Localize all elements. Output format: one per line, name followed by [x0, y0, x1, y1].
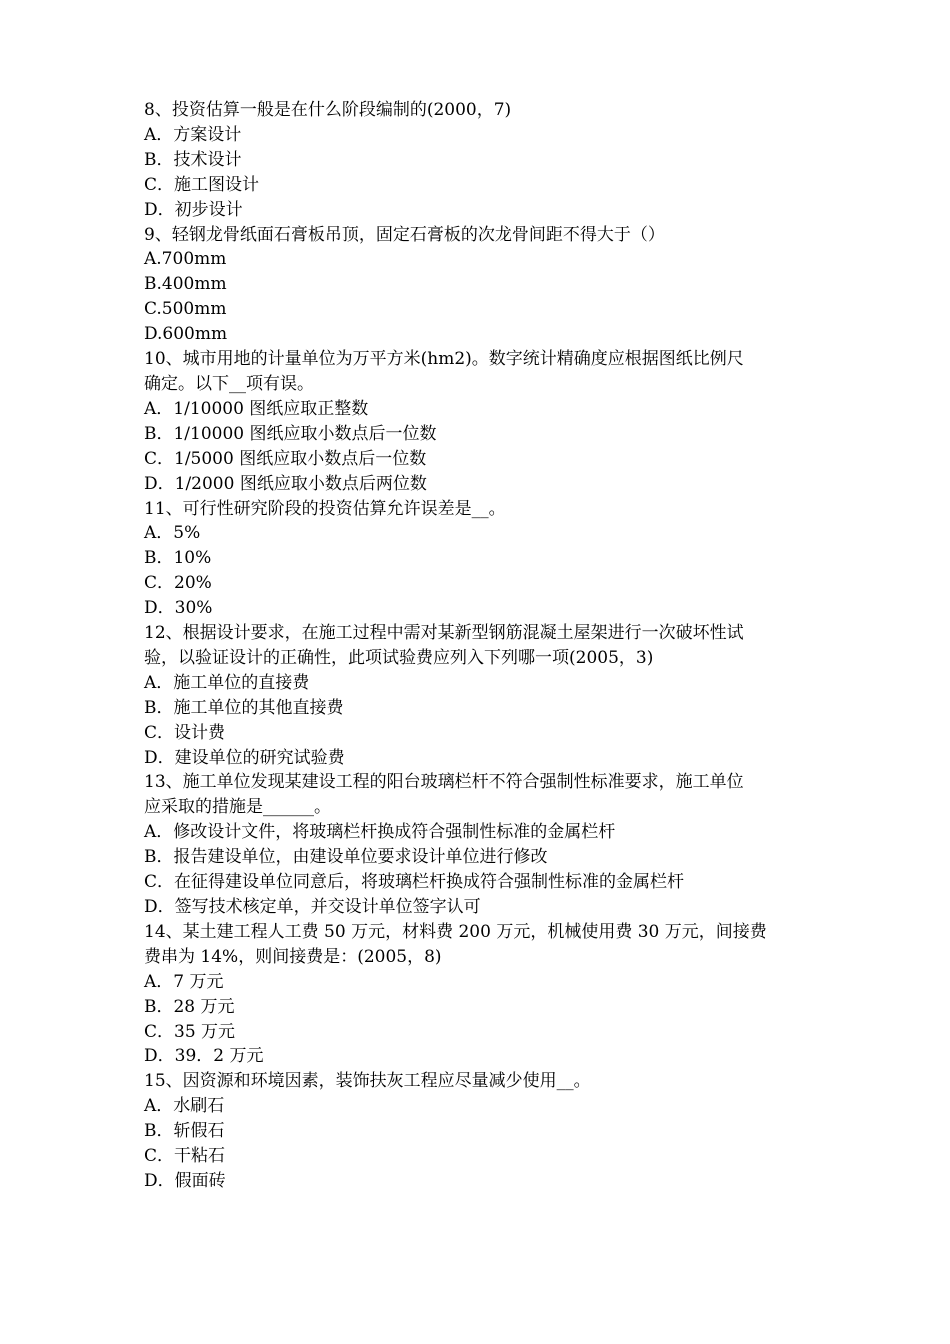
option-d: D．1/2000 图纸应取小数点后两位数 — [144, 473, 427, 494]
option-c: C．1/5000 图纸应取小数点后一位数 — [144, 448, 427, 469]
question-text: 14、某土建工程人工费 50 万元，材料费 200 万元，机械使用费 30 万元，间接费 — [144, 921, 767, 942]
option-d: D．建设单位的研究试验费 — [144, 747, 345, 768]
question-text-continued: 验，以验证设计的正确性，此项试验费应列入下列哪一项(2005，3) — [144, 647, 654, 668]
option-b: B．10% — [144, 548, 212, 569]
question-text: 11、可行性研究阶段的投资估算允许误差是__。 — [144, 498, 506, 519]
question-10 — [144, 347, 816, 496]
question-text-continued: 确定。以下__项有误。 — [144, 373, 314, 394]
question-text: 10、城市用地的计量单位为万平方米(hm2)。数字统计精确度应根据图纸比例尺 — [144, 349, 744, 370]
question-11 — [144, 497, 816, 622]
option-c: C．35 万元 — [144, 1021, 236, 1042]
option-c: C．设计费 — [144, 722, 226, 743]
option-a: A．施工单位的直接费 — [144, 672, 310, 693]
option-a: A.700mm — [144, 249, 227, 270]
question-text: 9、轻钢龙骨纸面石膏板吊顶，固定石膏板的次龙骨间距不得大于（） — [144, 224, 665, 245]
option-c: C．在征得建设单位同意后，将玻璃栏杆换成符合强制性标准的金属栏杆 — [144, 872, 685, 893]
question-15 — [144, 1069, 816, 1194]
option-a: A．1/10000 图纸应取正整数 — [144, 398, 369, 419]
option-b: B．1/10000 图纸应取小数点后一位数 — [144, 423, 437, 444]
option-c: C．施工图设计 — [144, 174, 260, 195]
option-b: B．斩假石 — [144, 1121, 225, 1142]
question-text-continued: 应采取的措施是______。 — [144, 797, 331, 818]
option-c: C.500mm — [144, 299, 227, 320]
document-page — [144, 98, 816, 1194]
option-b: B.400mm — [144, 274, 227, 295]
question-14 — [144, 920, 816, 1069]
option-b: B．施工单位的其他直接费 — [144, 697, 344, 718]
option-b: B．技术设计 — [144, 149, 242, 170]
question-8 — [144, 98, 816, 223]
option-a: A．7 万元 — [144, 971, 224, 992]
option-d: D．初步设计 — [144, 199, 243, 220]
question-text: 15、因资源和环境因素，装饰扶灰工程应尽量减少使用__。 — [144, 1071, 591, 1092]
option-a: A．5% — [144, 523, 201, 544]
question-13 — [144, 770, 816, 919]
question-text: 13、施工单位发现某建设工程的阳台玻璃栏杆不符合强制性标准要求，施工单位 — [144, 772, 744, 793]
option-c: C．干粘石 — [144, 1146, 226, 1167]
option-d: D．39．2 万元 — [144, 1046, 264, 1067]
option-a: A．方案设计 — [144, 124, 242, 145]
option-d: D．30% — [144, 598, 213, 619]
option-d: D.600mm — [144, 324, 228, 345]
option-d: D．签写技术核定单，并交设计单位签字认可 — [144, 897, 481, 917]
question-9 — [144, 223, 816, 348]
option-b: B．报告建设单位，由建设单位要求设计单位进行修改 — [144, 847, 548, 868]
option-d: D．假面砖 — [144, 1170, 226, 1191]
question-text-continued: 费串为 14%，则间接费是：(2005，8) — [144, 946, 442, 967]
option-c: C．20% — [144, 573, 212, 594]
question-text: 8、投资估算一般是在什么阶段编制的(2000，7) — [144, 100, 512, 120]
question-12 — [144, 621, 816, 770]
option-b: B．28 万元 — [144, 996, 235, 1017]
option-a: A．水刷石 — [144, 1096, 225, 1117]
question-text: 12、根据设计要求，在施工过程中需对某新型钢筋混凝土屋架进行一次破坏性试 — [144, 623, 744, 644]
option-a: A．修改设计文件，将玻璃栏杆换成符合强制性标准的金属栏杆 — [144, 822, 616, 843]
